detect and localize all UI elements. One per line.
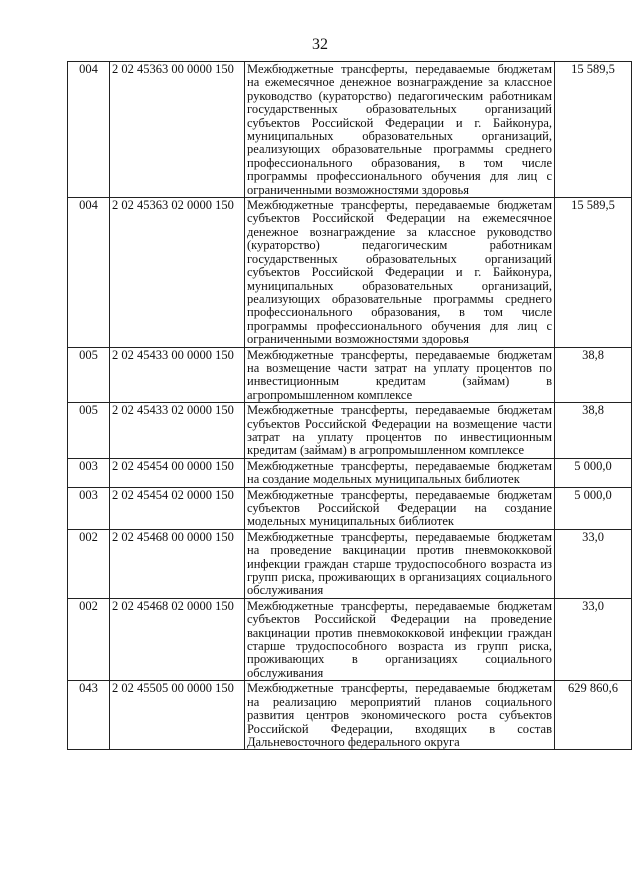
amount-cell: 33,0 xyxy=(555,598,632,680)
revenue-description-cell: Межбюджетные трансферты, передаваемые бюджетам субъектов Российской Федерации на проведение вакцинации против пневмококковой инфекции граждан старше трудоспособного возраста из групп риска, проживающих в организациях социального обслуживания xyxy=(245,598,555,680)
amount-cell: 38,8 xyxy=(555,403,632,459)
budget-classification-code-cell: 2 02 45363 02 0000 150 xyxy=(110,198,245,347)
admin-code-cell: 004 xyxy=(68,62,110,198)
amount-cell: 15 589,5 xyxy=(555,62,632,198)
budget-classification-code-cell: 2 02 45433 02 0000 150 xyxy=(110,403,245,459)
budget-classification-code-cell: 2 02 45468 02 0000 150 xyxy=(110,598,245,680)
budget-revenue-table xyxy=(67,61,632,750)
table-row xyxy=(68,403,632,459)
revenue-description-cell: Межбюджетные трансферты, передаваемые бюджетам на реализацию мероприятий планов социального развития центров экономического роста субъектов Российской Федерации, входящих в состав Дальневосточного федерального округа xyxy=(245,681,555,750)
revenue-description-cell: Межбюджетные трансферты, передаваемые бюджетам на ежемесячное денежное вознаграждение за классное руководство (кураторство) педагогическим работникам государственных образовательных организаций субъектов Российской Федерации и г. Байконура, муниципальных образовательных организаций, реализующих образовательные программы среднего профессионального образования, в том числе программы профессионального обучения для лиц с ограниченными возможностями здоровья xyxy=(245,62,555,198)
budget-classification-code-cell: 2 02 45468 00 0000 150 xyxy=(110,529,245,598)
page-number: 32 xyxy=(312,36,328,53)
amount-cell: 5 000,0 xyxy=(555,487,632,529)
table-row xyxy=(68,62,632,198)
table-row xyxy=(68,347,632,403)
table-row xyxy=(68,487,632,529)
table-row xyxy=(68,529,632,598)
table-row xyxy=(68,458,632,487)
table-row xyxy=(68,598,632,680)
admin-code-cell: 005 xyxy=(68,347,110,403)
table-row xyxy=(68,681,632,750)
admin-code-cell: 003 xyxy=(68,458,110,487)
amount-cell: 33,0 xyxy=(555,529,632,598)
admin-code-cell: 003 xyxy=(68,487,110,529)
admin-code-cell: 004 xyxy=(68,198,110,347)
admin-code-cell: 002 xyxy=(68,529,110,598)
revenue-description-cell: Межбюджетные трансферты, передаваемые бюджетам на проведение вакцинации против пневмококковой инфекции граждан старше трудоспособного возраста из групп риска, проживающих в организациях социального обслуживания xyxy=(245,529,555,598)
budget-classification-code-cell: 2 02 45505 00 0000 150 xyxy=(110,681,245,750)
budget-classification-code-cell: 2 02 45433 00 0000 150 xyxy=(110,347,245,403)
budget-classification-code-cell: 2 02 45454 02 0000 150 xyxy=(110,487,245,529)
budget-classification-code-cell: 2 02 45363 00 0000 150 xyxy=(110,62,245,198)
table-row xyxy=(68,198,632,347)
amount-cell: 5 000,0 xyxy=(555,458,632,487)
amount-cell: 629 860,6 xyxy=(555,681,632,750)
admin-code-cell: 005 xyxy=(68,403,110,459)
budget-classification-code-cell: 2 02 45454 00 0000 150 xyxy=(110,458,245,487)
revenue-description-cell: Межбюджетные трансферты, передаваемые бюджетам на создание модельных муниципальных библиотек xyxy=(245,458,555,487)
admin-code-cell: 043 xyxy=(68,681,110,750)
revenue-description-cell: Межбюджетные трансферты, передаваемые бюджетам субъектов Российской Федерации на ежемесячное денежное вознаграждение за классное руководство (кураторство) педагогическим работникам государственных образовательных организаций субъектов Российской Федерации и г. Байконура, муниципальных образовательных организаций, реализующих образовательные программы среднего профессионального образования, в том числе программы профессионального обучения для лиц с ограниченными возможностями здоровья xyxy=(245,198,555,347)
admin-code-cell: 002 xyxy=(68,598,110,680)
amount-cell: 38,8 xyxy=(555,347,632,403)
revenue-description-cell: Межбюджетные трансферты, передаваемые бюджетам субъектов Российской Федерации на создание модельных муниципальных библиотек xyxy=(245,487,555,529)
amount-cell: 15 589,5 xyxy=(555,198,632,347)
revenue-description-cell: Межбюджетные трансферты, передаваемые бюджетам на возмещение части затрат на уплату процентов по инвестиционным кредитам (займам) в агропромышленном комплексе xyxy=(245,347,555,403)
revenue-description-cell: Межбюджетные трансферты, передаваемые бюджетам субъектов Российской Федерации на возмещение части затрат на уплату процентов по инвестиционным кредитам (займам) в агропромышленном комплексе xyxy=(245,403,555,459)
